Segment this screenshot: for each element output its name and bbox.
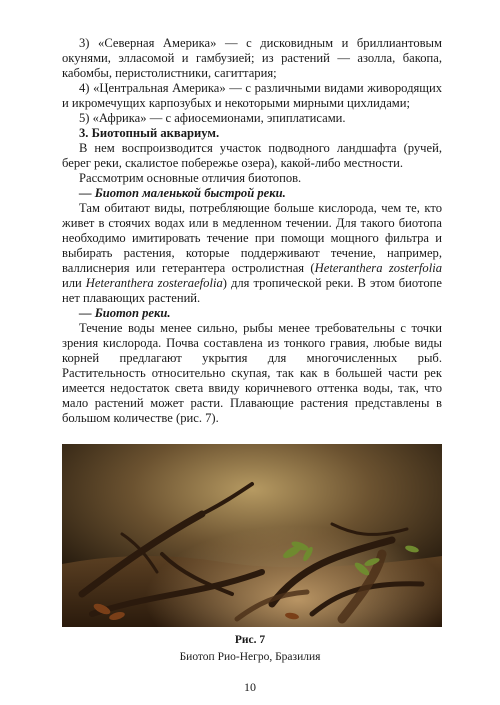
section-heading: 3. Биотопный аквариум.	[79, 126, 220, 140]
river-paragraph: Течение воды менее сильно, рыбы менее требовательны с точки зрения кислорода. Почва составлена из тонкого гравия, любые виды корней предлагают укрытия для многочисленных рыб. Растительность относительно скупая, так как в большей части рек имеется недостаток света ввиду коричневого оттенка воды, так, что мало растений может расти. Плавающие растения представлены в большом количестве (рис. 7).	[62, 321, 442, 425]
intro-paragraph: В нем воспроизводится участок подводного ландшафта (ручей, берег реки, скалистое побережье озера), какой-либо местности.	[62, 141, 442, 170]
figure-caption: Биотоп Рио-Негро, Бразилия	[179, 651, 321, 663]
latin-name-1: Heteranthera zosterfolia	[314, 261, 443, 275]
subsection-title-river: — Биотоп реки.	[79, 306, 171, 320]
list-item-north-america: 3) «Северная Америка» — с дисковидным и бриллиантовым окунями, элласомой и гамбузией; из растений — азолла, бакопа, кабомбы, перистолистники, сагиттария;	[62, 36, 442, 80]
subsection-title-fast-river: — Биотоп маленькой быстрой реки.	[79, 186, 286, 200]
fast-river-paragraph	[62, 201, 442, 306]
aquarium-photo-illustration	[62, 444, 442, 627]
fast-river-text-1: Там обитают виды, потребляющие больше кислорода, чем те, кто живет в стоячих водах или в медленном течении. Для такого биотопа необходимо имитировать течение при помощи мощного фильтра и выбирать растения, которые поддерживают течение, например, валлиснерия или гетерантера остролистная (	[62, 201, 442, 275]
list-item-africa: 5) «Африка» — с афиосемионами, эпиплатисами.	[79, 111, 346, 125]
fast-river-or: или	[62, 276, 86, 290]
fast-river-text-2: ) для тропической реки. В этом биотопе нет плавающих растений.	[62, 276, 442, 305]
latin-name-2: Heteranthera zosteraefolia	[85, 276, 223, 290]
list-item-central-america: 4) «Центральная Америка» — с различными видами живородящих и икромечущих карпозубых и некоторыми мирными цихлидами;	[62, 81, 442, 110]
figure-number: Рис. 7	[234, 634, 266, 646]
page-text	[62, 36, 442, 426]
compare-paragraph: Рассмотрим основные отличия биотопов.	[79, 171, 302, 185]
aquarium-photo	[62, 444, 442, 627]
page-number: 10	[244, 680, 256, 694]
